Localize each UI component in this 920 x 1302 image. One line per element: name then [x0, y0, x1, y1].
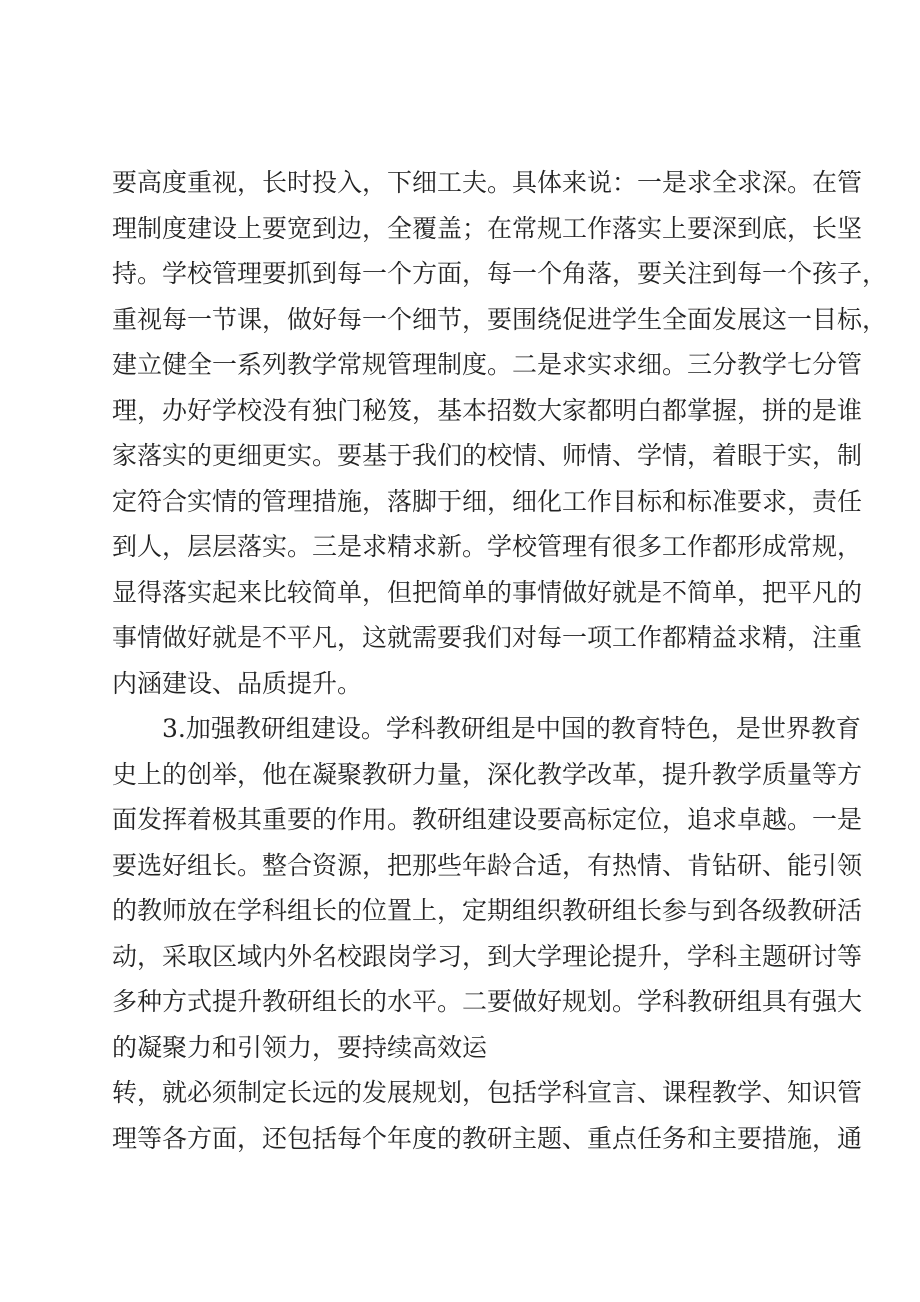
- text-line: 理等各方面，还包括每个年度的教研主题、重点任务和主要措施，通: [112, 1124, 863, 1153]
- text-line: 理，办好学校没有独门秘笈，基本招数大家都明白都掌握，拼的是谁: [112, 396, 863, 425]
- text-line: 内涵建设、品质提升。: [112, 669, 363, 698]
- text-line: 显得落实起来比较简单，但把简单的事情做好就是不简单，把平凡的: [112, 578, 863, 607]
- text-line: 史上的创举，他在凝聚教研力量，深化教学改革，提升教学质量等方: [112, 760, 863, 789]
- text-line: 事情做好就是不平凡，这就需要我们对每一项工作都精益求精，注重: [112, 623, 863, 652]
- text-line: 的教师放在学科组长的位置上，定期组织教研组长参与到各级教研活: [112, 896, 863, 925]
- text-line: 的凝聚力和引领力，要持续高效运: [112, 1033, 488, 1062]
- text-line: 定符合实情的管理措施，落脚于细，细化工作目标和标准要求，责任: [112, 487, 863, 516]
- text-line: 要高度重视，长时投入，下细工夫。具体来说：一是求全求深。在管: [112, 168, 863, 197]
- text-line: 转，就必须制定长远的发展规划，包括学科宣言、课程教学、知识管: [112, 1078, 863, 1107]
- text-line: 面发挥着极其重要的作用。教研组建设要高标定位，追求卓越。一是: [112, 805, 863, 834]
- text-line: 要选好组长。整合资源，把那些年龄合适，有热情、肯钻研、能引领: [112, 851, 863, 880]
- text-line: 建立健全一系列教学常规管理制度。二是求实求细。三分教学七分管: [112, 350, 863, 379]
- text-line: 重视每一节课，做好每一个细节，要围绕促进学生全面发展这一目标，: [112, 305, 888, 334]
- text-line: 动，采取区域内外名校跟岗学习，到大学理论提升，学科主题研讨等: [112, 942, 863, 971]
- text-line: 理制度建设上要宽到边，全覆盖；在常规工作落实上要深到底，长坚: [112, 214, 863, 243]
- section-heading-line: 3.加强教研组建设。学科教研组是中国的教育特色，是世界教育: [162, 714, 861, 743]
- text-line: 多种方式提升教研组长的水平。二要做好规划。学科教研组具有强大: [112, 987, 863, 1016]
- text-line: 家落实的更细更实。要基于我们的校情、师情、学情，着眼于实，制: [112, 441, 863, 470]
- text-line: 到人，层层落实。三是求精求新。学校管理有很多工作都形成常规，: [112, 532, 863, 561]
- text-line: 持。学校管理要抓到每一个方面，每一个角落，要关注到每一个孩子，: [112, 259, 888, 288]
